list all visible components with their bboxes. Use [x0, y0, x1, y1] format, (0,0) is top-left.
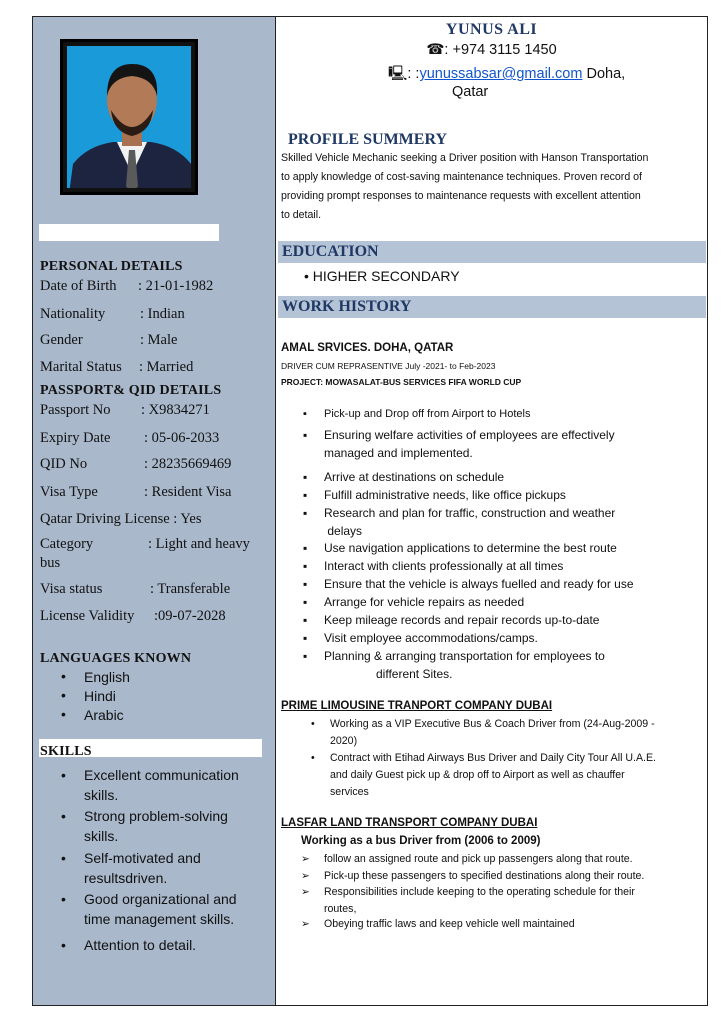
- language-item: Arabic: [84, 707, 124, 723]
- profile-photo: [60, 39, 198, 195]
- person-portrait-icon: [67, 46, 191, 188]
- job1-bullet: ▪ Use navigation applications to determine the best route: [303, 541, 617, 555]
- job1-bullet: ▪ Arrange for vehicle repairs as needed: [303, 595, 525, 609]
- computer-icon: 🖳: [388, 66, 408, 82]
- skill-item: • Self-motivated and resultsdriven.: [61, 850, 201, 886]
- job1-bullet: ▪ Research and plan for traffic, construction and weather delays: [303, 506, 616, 538]
- resume-page: [32, 16, 708, 1006]
- language-item: Hindi: [84, 688, 116, 704]
- languages-heading: LANGUAGES KNOWN: [40, 651, 192, 666]
- job1-bullet: ▪ Ensure that the vehicle is always fuelled and ready for use: [303, 577, 634, 591]
- driving-license-row: Qatar Driving License : Yes: [40, 511, 202, 527]
- education-title: EDUCATION: [282, 243, 379, 260]
- skill-item: • Attention to detail.: [61, 937, 197, 953]
- job1-project: PROJECT: MOWASALAT-BUS SERVICES FIFA WORLD CUP: [281, 377, 522, 387]
- phone-icon: ☎: [426, 42, 445, 58]
- qid-no-row: QID No : 28235669469: [40, 456, 232, 472]
- job1-bullet: ▪ Ensuring welfare activities of employees are effectively managed and implemented.: [303, 428, 615, 460]
- marital-status-row: Marital Status : Married: [40, 359, 194, 375]
- job3-subtitle: Working as a bus Driver from (2006 to 2009): [301, 835, 541, 847]
- job1-bullet: ▪ Planning & arranging transportation for employees to different Sites.: [303, 649, 605, 681]
- skills-heading: SKILLS: [40, 744, 92, 759]
- work-history-title: WORK HISTORY: [282, 298, 412, 315]
- job1-bullet: ▪ Fulfill administrative needs, like office pickups: [303, 488, 566, 502]
- job2-company: PRIME LIMOUSINE TRANPORT COMPANY DUBAI: [281, 700, 553, 712]
- skill-item: • Strong problem-solving skills.: [61, 808, 228, 844]
- job2-bullet: • Working as a VIP Executive Bus & Coach Driver from (24-Aug-2009 - 2020): [311, 718, 655, 747]
- license-validity-row: License Validity :09-07-2028: [40, 608, 226, 624]
- sidebar: PERSONAL DETAILS Date of Birth : 21-01-1982 Nationality : Indian Gender : Male Marital Status : Married PASSPORT& QID DETAILS Passport No : X9834271 Expiry Date : 05-06-2033 QID No : 28235669469 Visa Type : Resident Visa Qatar Driving License : Yes Category : Light and heavy bus Visa status : Transferable License Validity :09-07-2028 LANGUAGES KNOWN • English • Hindi • Arabic SKILLS • Excellent communication skills. • Strong problem-solving skills. • Self-motivated and resultsdriven. • Good organizational and time management skills. • Attention to detail.: [33, 17, 276, 1005]
- expiry-date-row: Expiry Date : 05-06-2033: [40, 430, 220, 446]
- job3-bullet: ➢ follow an assigned route and pick up passengers along that route.: [301, 853, 633, 865]
- job1-bullet: ▪ Visit employee accommodations/camps.: [303, 631, 538, 645]
- skill-item: • Good organizational and time management skills.: [61, 891, 237, 927]
- job1-bullet: ▪ Keep mileage records and repair records up-to-date: [303, 613, 600, 627]
- visa-status-row: Visa status : Transferable: [40, 581, 231, 597]
- visa-type-row: Visa Type : Resident Visa: [40, 484, 232, 500]
- profile-summary-title: PROFILE SUMMERY: [288, 131, 447, 148]
- work-history-band: [278, 296, 706, 318]
- passport-heading: PASSPORT& QID DETAILS: [40, 383, 222, 398]
- category-row: Category : Light and heavy: [40, 536, 250, 552]
- job1-role: DRIVER CUM REPRASENTIVE July -2021- to Feb-2023: [281, 361, 496, 371]
- job3-company: LASFAR LAND TRANSPORT COMPANY DUBAI: [281, 817, 538, 829]
- email-link[interactable]: yunussabsar@gmail.com: [419, 66, 583, 82]
- job1-company: AMAL SRVICES. DOHA, QATAR: [281, 342, 454, 354]
- category-row-cont: bus: [40, 555, 61, 571]
- main-content: [276, 17, 707, 1005]
- job1-bullet: ▪ Pick-up and Drop off from Airport to Hotels: [303, 408, 531, 420]
- email-line: 🖳: :yunussabsar@gmail.com Doha,: [388, 66, 626, 82]
- job2-bullet: • Contract with Etihad Airways Bus Driver and Daily City Tour All U.A.E. and daily Guest pick up & drop off to Airport as well as chauffer services: [311, 752, 656, 798]
- education-band: [278, 241, 706, 263]
- nationality-row: Nationality : Indian: [40, 306, 185, 322]
- language-item: English: [84, 669, 130, 685]
- job1-bullet: ▪ Interact with clients professionally at all times: [303, 559, 564, 573]
- candidate-name: YUNUS ALI: [445, 21, 538, 38]
- job3-bullet: ➢ Pick-up these passengers to specified destinations along their route.: [301, 870, 645, 882]
- dob-row: Date of Birth : 21-01-1982: [40, 278, 214, 294]
- job3-bullet: ➢ Responsibilities include keeping to the operating schedule for their routes,: [301, 886, 635, 915]
- city-line: Qatar: [452, 84, 489, 100]
- phone-line: ☎: +974 3115 1450: [426, 42, 557, 58]
- education-item: • HIGHER SECONDARY: [304, 268, 460, 284]
- gender-row: Gender : Male: [40, 332, 178, 348]
- skill-item: • Excellent communication skills.: [61, 767, 239, 803]
- name-placeholder-bar: [39, 224, 219, 241]
- job3-bullet: ➢ Obeying traffic laws and keep vehicle well maintained: [301, 918, 575, 930]
- profile-summary-text: Skilled Vehicle Mechanic seeking a Driver position with Hanson Transportation to apply knowledge of cost-saving maintenance techniques. Proven record of providing prompt responses to maintenance requests with excellent attention to detail.: [281, 152, 649, 221]
- passport-no-row: Passport No : X9834271: [40, 402, 210, 418]
- job1-bullet: ▪ Arrive at destinations on schedule: [303, 470, 505, 484]
- personal-details-heading: PERSONAL DETAILS: [40, 259, 183, 274]
